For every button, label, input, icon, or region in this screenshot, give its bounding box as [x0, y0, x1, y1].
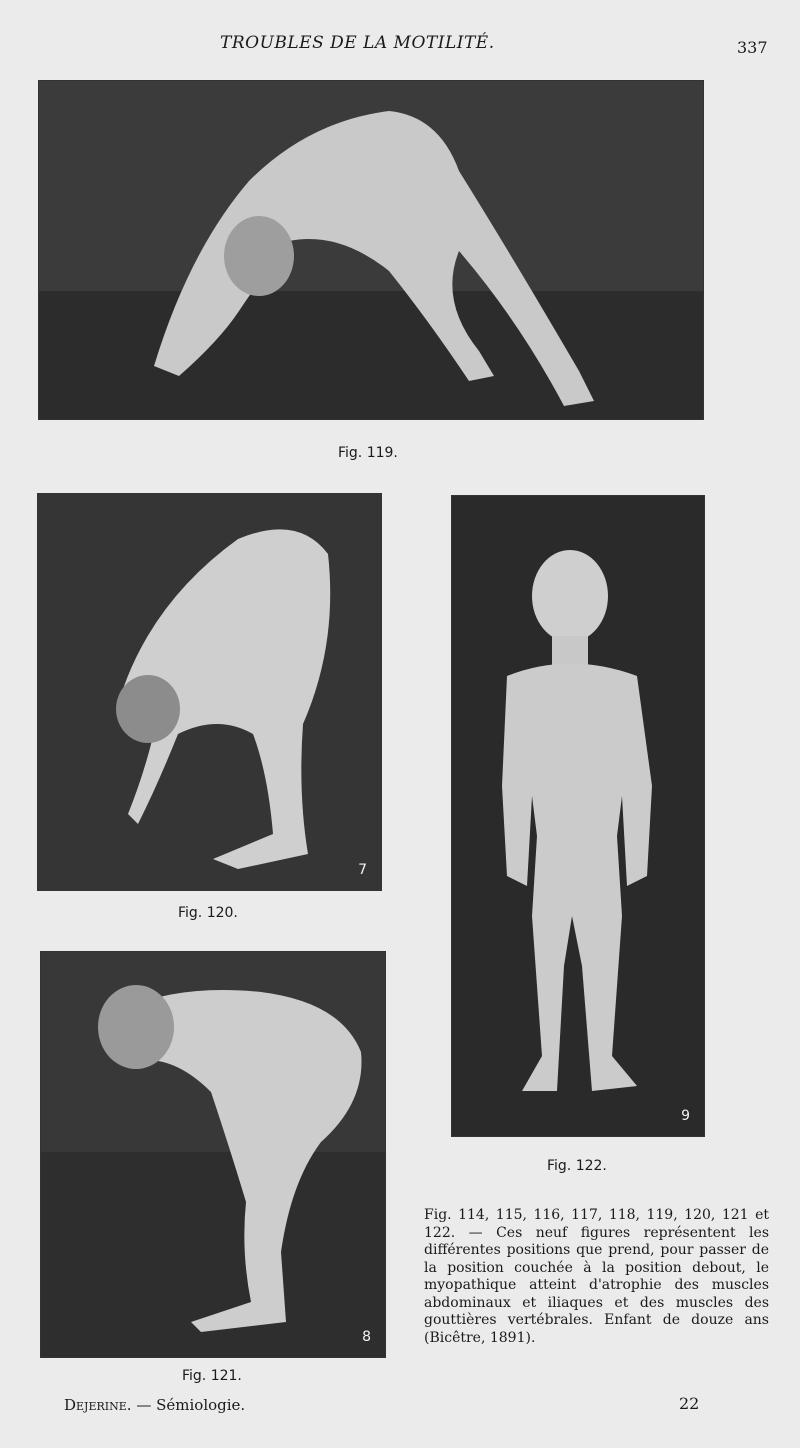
- figure-label-122: Fig. 122.: [547, 1158, 607, 1174]
- photo-fig-121: [40, 951, 386, 1358]
- figure-label-119: Fig. 119.: [338, 445, 398, 461]
- page-number: 337: [737, 38, 768, 57]
- footer-signature-line: [64, 1396, 245, 1414]
- child-bending-photo: [38, 494, 381, 890]
- plate-number: 7: [358, 862, 367, 878]
- plate-number: 8: [362, 1329, 371, 1345]
- book-title: Sémiologie.: [156, 1396, 246, 1414]
- running-title: TROUBLES DE LA MOTILITÉ.: [220, 33, 495, 53]
- child-standing-photo: [452, 496, 704, 1136]
- photo-fig-122: [451, 495, 705, 1137]
- figure-label-121: Fig. 121.: [182, 1368, 242, 1384]
- plate-number: 9: [681, 1108, 690, 1124]
- author-name: Dejerine.: [64, 1396, 132, 1414]
- footer-dash: —: [136, 1396, 152, 1414]
- figure-caption: Fig. 114, 115, 116, 117, 118, 119, 120, 121 et 122. — Ces neuf figures représentent les différentes positions que prend, pour passer de la position couchée à la position debout, le myopathique atteint d'atrophie des muscles abdominaux et iliaques et des muscles des gouttières vertébrales. Enfant de douze ans (Bicêtre, 1891).: [424, 1207, 769, 1346]
- child-hands-on-knees-photo: [41, 952, 385, 1357]
- figure-label-120: Fig. 120.: [178, 905, 238, 921]
- child-bridge-pose-photo: [39, 81, 703, 419]
- gathering-signature: 22: [679, 1394, 700, 1413]
- photo-fig-119: [38, 80, 704, 420]
- photo-fig-120: [37, 493, 382, 891]
